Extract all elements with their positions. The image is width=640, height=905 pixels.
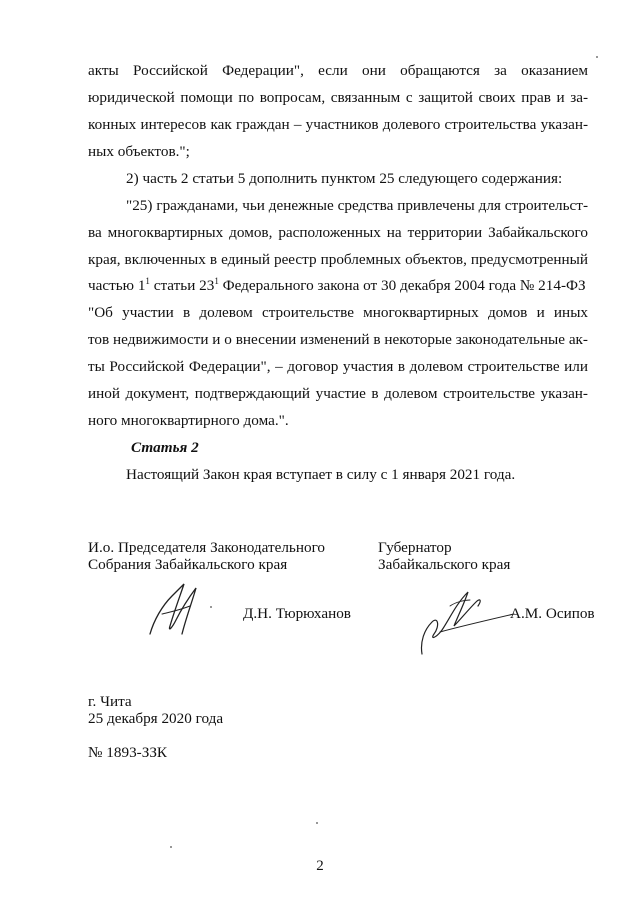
scan-speck [316,822,318,824]
left-signatory-name: Д.Н. Тюрюханов [243,605,351,622]
body-line-with-superscripts [88,277,588,295]
text-fragment: частью 1 [88,277,146,294]
scan-speck [596,56,598,58]
scan-speck [170,846,172,848]
scan-speck [210,606,212,608]
text-fragment: статьи 23 [149,277,215,294]
body-line: ного многоквартирного дома.". [88,412,289,429]
body-line: акты Российской Федерации", если они обращаются за оказанием [88,62,588,79]
right-signatory-title: Губернатор [378,539,452,556]
body-line: 2) часть 2 статьи 5 дополнить пунктом 25 следующего содержания: [126,170,563,187]
superscript: 1 [145,276,150,286]
city: г. Чита [88,693,132,710]
right-signatory-title: Забайкальского края [378,556,511,573]
body-line: ных объектов."; [88,143,190,160]
date: 25 декабря 2020 года [88,710,224,727]
body-line: тов недвижимости и о внесении изменений в некоторые законодательные ак- [88,331,588,348]
page-number: 2 [316,858,324,874]
body-line: иной документ, подтверждающий участие в долевом строительстве указан- [88,385,588,402]
law-number: № 1893-ЗЗК [88,744,168,761]
left-signatory-title: Собрания Забайкальского края [88,556,288,573]
left-signatory-title: И.о. Председателя Законодательного [88,539,326,556]
body-line: "25) гражданами, чьи денежные средства привлечены для строительст- [126,197,588,214]
text-fragment: Федерального закона от 30 декабря 2004 года № 214-ФЗ [218,277,586,294]
article-text: Настоящий Закон края вступает в силу с 1 января 2021 года. [126,466,516,483]
left-handwritten-signature [140,576,220,640]
body-line: "Об участии в долевом строительстве многоквартирных домов и иных [88,304,588,321]
body-line: края, включенных в единый реестр проблемных объектов, предусмотренный [88,251,588,268]
body-line: ва многоквартирных домов, расположенных на территории Забайкальского [88,224,588,241]
body-line: ты Российской Федерации", – договор участия в долевом строительстве или [88,358,588,375]
right-signatory-name: А.М. Осипов [510,605,595,622]
body-line: конных интересов как граждан – участников долевого строительства указан- [88,116,588,133]
right-handwritten-signature [410,582,520,660]
superscript: 1 [214,276,219,286]
article-heading: Статья 2 [131,439,199,456]
body-line: юридической помощи по вопросам, связанным с защитой своих прав и за- [88,89,588,106]
